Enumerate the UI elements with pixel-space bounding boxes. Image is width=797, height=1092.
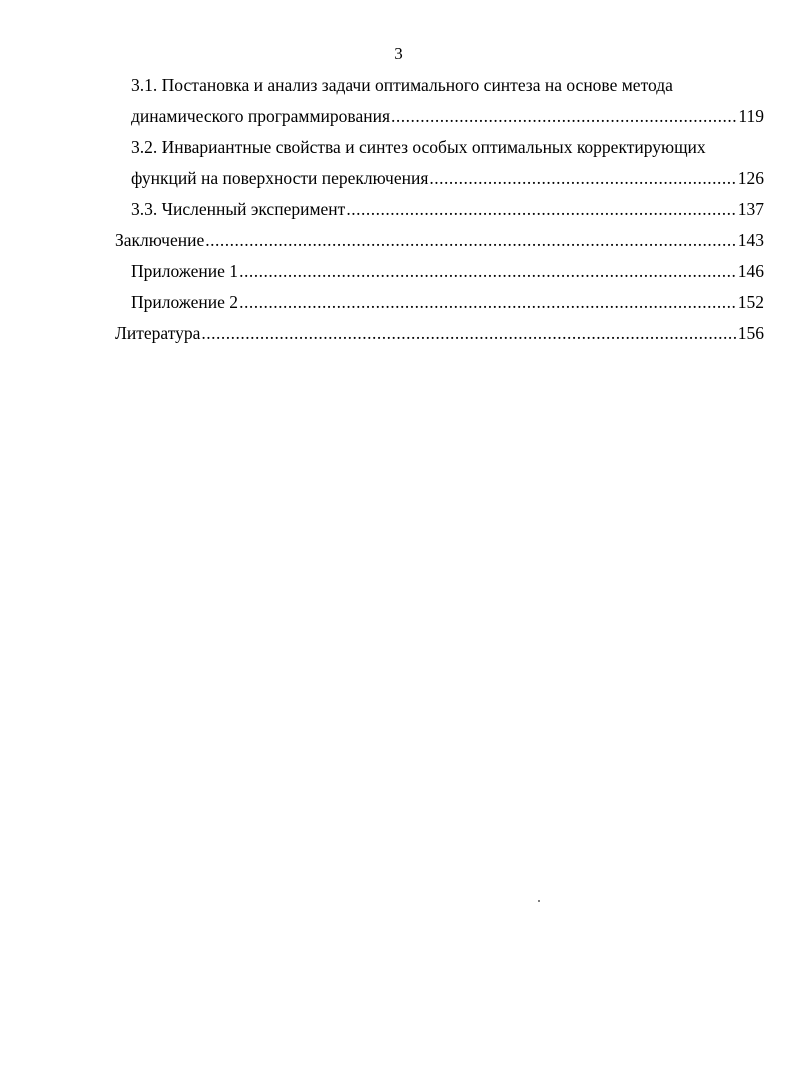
toc-entry-appendix-2-page: 152 — [737, 292, 764, 312]
toc-entry-3-3-page: 137 — [737, 199, 764, 219]
table-of-contents — [0, 70, 797, 370]
toc-entry-3-3[interactable] — [131, 194, 764, 225]
toc-entry-conclusion-page: 143 — [737, 230, 764, 250]
toc-leader-dots — [205, 225, 737, 256]
toc-entry-literature-title: Литература — [115, 323, 201, 343]
toc-entry-3-1-title-line1: 3.1. Постановка и анализ задачи оптимального синтеза на основе метода — [131, 75, 673, 95]
toc-entry-appendix-1[interactable] — [131, 256, 764, 287]
toc-entry-3-1-title-line2: динамического программирования — [131, 106, 390, 126]
toc-leader-dots — [346, 194, 736, 225]
toc-entry-literature[interactable] — [115, 318, 764, 349]
toc-entry-conclusion-title: Заключение — [115, 230, 205, 250]
toc-entry-appendix-1-title: Приложение 1 — [131, 261, 239, 281]
toc-entry-appendix-1-page: 146 — [737, 261, 764, 281]
scan-speck — [538, 900, 540, 902]
toc-entry-3-3-title: 3.3. Численный эксперимент — [131, 199, 346, 219]
toc-entry-appendix-2[interactable] — [131, 287, 764, 318]
toc-entry-conclusion[interactable] — [115, 225, 764, 256]
toc-entry-3-2-title-line1: 3.2. Инвариантные свойства и синтез особых оптимальных корректирующих — [131, 137, 706, 157]
toc-leader-dots — [239, 287, 737, 318]
toc-leader-dots — [201, 318, 736, 349]
toc-entry-literature-page: 156 — [737, 323, 764, 343]
toc-entry-3-2[interactable] — [131, 132, 764, 194]
page-number: 3 — [394, 44, 403, 63]
toc-entry-3-1[interactable] — [131, 70, 764, 132]
toc-entry-3-2-page: 126 — [737, 168, 764, 188]
toc-entry-3-1-page: 119 — [738, 106, 764, 126]
toc-leader-dots — [239, 256, 737, 287]
toc-entry-appendix-2-title: Приложение 2 — [131, 292, 239, 312]
toc-leader-dots — [391, 101, 737, 132]
toc-leader-dots — [429, 163, 736, 194]
toc-entry-3-2-title-line2: функций на поверхности переключения — [131, 168, 429, 188]
